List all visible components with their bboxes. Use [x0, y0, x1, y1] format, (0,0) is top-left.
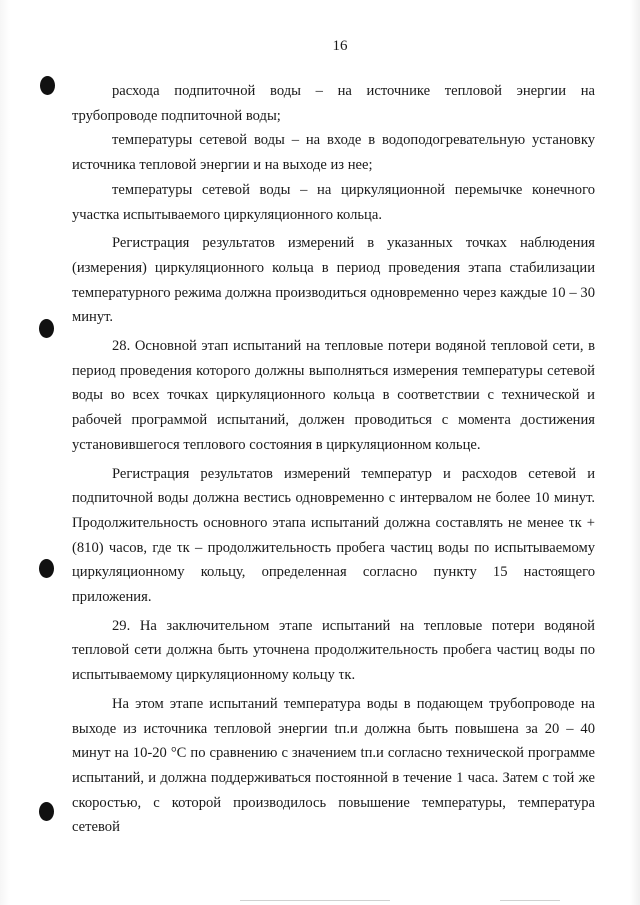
- punch-hole-mark: [39, 319, 54, 338]
- paragraph: 29. На заключительном этапе испытаний на тепловые потери водяной тепловой сети должна быть уточнена продолжительность пробега частиц воды по испытываемому циркуляционному кольцу τк.: [72, 617, 595, 684]
- punch-hole-mark: [39, 559, 54, 578]
- document-body: [72, 79, 595, 840]
- paragraph: Регистрация результатов измерений температур и расходов сетевой и подпиточной воды должна вестись одновременно с интервалом не более 10 минут. Продолжительность основного этапа испытаний должна составлять не менее τк + (810) часов, где τк – продолжительность пробега частиц воды по испытываемому циркуляционному кольцу, определенная согласно пункту 15 настоящего приложения.: [72, 465, 595, 606]
- paragraph: На этом этапе испытаний температура воды в подающем трубопроводе на выходе из источника тепловой энергии tп.и должна быть повышена за 20 – 40 минут на 10-20 °С по сравнению с значением tп.и согласно технической программе испытаний, и должна поддерживаться постоянной в течение 1 часа. Затем с той же скоростью, с которой производилось повышение температуры, температура сетевой: [72, 695, 595, 836]
- paragraph: температуры сетевой воды – на циркуляционной перемычке конечного участка испытываемого циркуляционного кольца.: [72, 181, 595, 223]
- paragraph: Регистрация результатов измерений в указанных точках наблюдения (измерения) циркуляционного кольца в период проведения этапа стабилизации температурного режима должна производиться одновременно через каждые 10 – 30 минут.: [72, 235, 595, 326]
- paragraph: температуры сетевой воды – на входе в водоподогревательную установку источника тепловой энергии и на выходе из нее;: [72, 132, 595, 174]
- punch-hole-mark: [40, 76, 55, 95]
- punch-hole-mark: [39, 802, 54, 821]
- scan-edge-line: [240, 900, 390, 901]
- page-number: 16: [332, 38, 348, 54]
- paragraph: 28. Основной этап испытаний на тепловые потери водяной тепловой сети, в период проведения которого должны выполняться измерения температуры сетевой воды во всех точках циркуляционного кольца в соответствии с технической и рабочей программой испытаний, должен проводиться с момента достижения установившегося теплового состояния в циркуляционном кольце.: [72, 338, 595, 453]
- paragraph: расхода подпиточной воды – на источнике тепловой энергии на трубопроводе подпиточной воды;: [72, 83, 595, 124]
- scan-edge-line: [500, 900, 560, 901]
